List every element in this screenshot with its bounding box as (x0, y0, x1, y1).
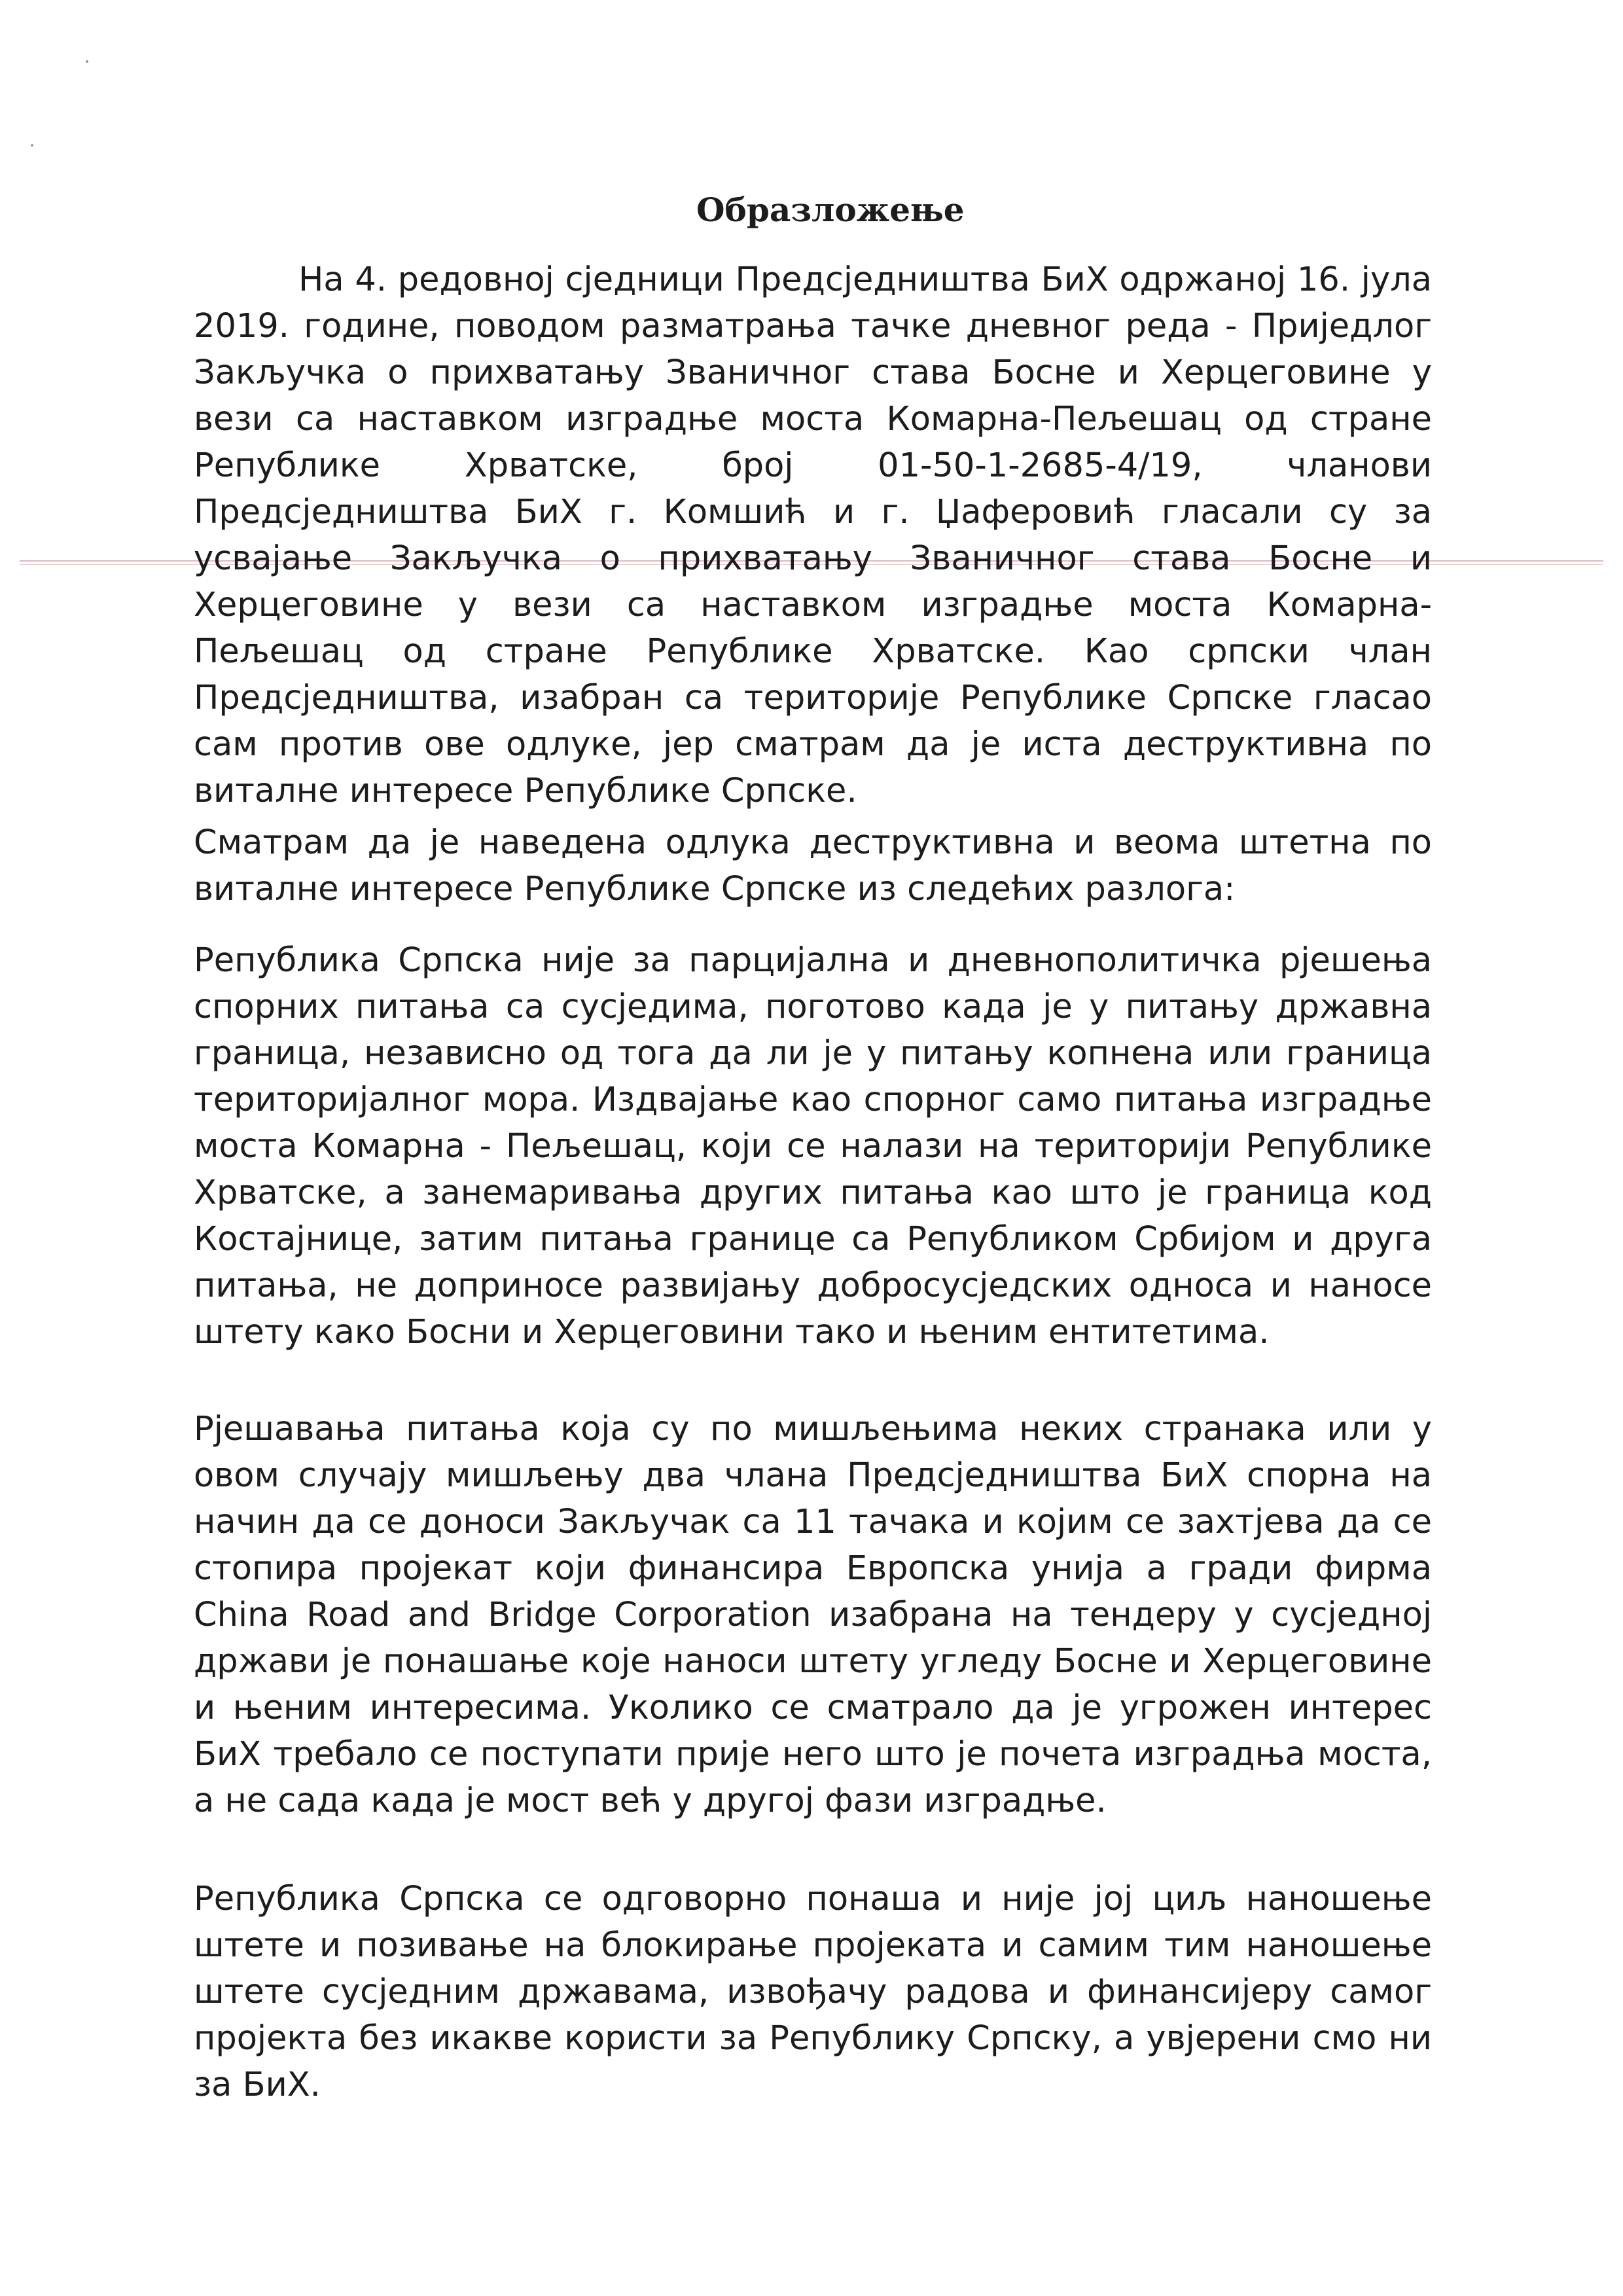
paragraph-project-damage: Рјешавања питања која су по мишљењима неких странака или у овом случају мишљењу два члана Предсједништва БиХ спорна на начин да се доноси Закључак са 11 тачака и којим се захтјева да се стопира пројекат који финансира Европска унија а гради фирма China Road and Bridge Corporation изабрана на тендеру у сусједној држави је понашање које наноси штету угледу Босне и Херцеговине и њеним интересима. Уколико се сматрало да је угрожен интерес БиХ требало се поступати прије него што је почета изградња моста, а не сада када је мост већ у другој фази изградње. (194, 1410, 1432, 1820)
document-title: Образложење (696, 190, 965, 229)
scan-speck (31, 144, 33, 147)
paragraph-responsible-conduct: Република Српска се одговорно понаша и није јој циљ наношење штете и позивање на блокирање пројеката и самим тим наношење штете сусједним државама, извођачу радова и финансијеру самог пројекта без икакве користи за Републику Српску, а увјерени смо ни за БиХ. (194, 1880, 1432, 2104)
scan-speck (86, 60, 88, 63)
paragraph-reasons-intro: Сматрам да је наведена одлука деструктивна и веома штетна по виталне интересе Републике Српске из следећих разлога: (194, 823, 1432, 908)
paragraph-session-vote: На 4. редовној сједници Предсједништва БиХ одржаној 16. јула 2019. године, поводом разматрања тачке дневног реда - Приједлог Закључка о прихватању Званичног става Босне и Херцеговине у вези са наставком изградње моста Комарна-Пељешац од стране Републике Хрватске, број 01-50-1-2685-4/19, чланови Предсједништва БиХ г. Комшић и г. Џаферовић гласали су за усвајање Закључка о прихватању Званичног става Босне и Херцеговине у вези са наставком изградње моста Комарна-Пељешац од стране Републике Хрватске. Као српски члан Предсједништва, изабран са територије Републике Српске гласао сам против ове одлуке, јер сматрам да је иста деструктивна по виталне интересе Републике Српске. (194, 260, 1432, 810)
paragraph-border-issues: Република Српска није за парцијална и дневнополитичка рјешења спорних питања са сусједима, поготово када је у питању државна граница, независно од тога да ли је у питању копнена или граница територијалног мора. Издвајање као спорног само питања изградње моста Комарна - Пељешац, који се налази на територији Републике Хрватске, а занемаривања других питања као што је граница код Костајнице, затим питања границе са Републиком Србијом и друга питања, не доприносе развијању добросусједских односа и наносе штету како Босни и Херцеговини тако и њеним ентитетима. (194, 941, 1432, 1352)
